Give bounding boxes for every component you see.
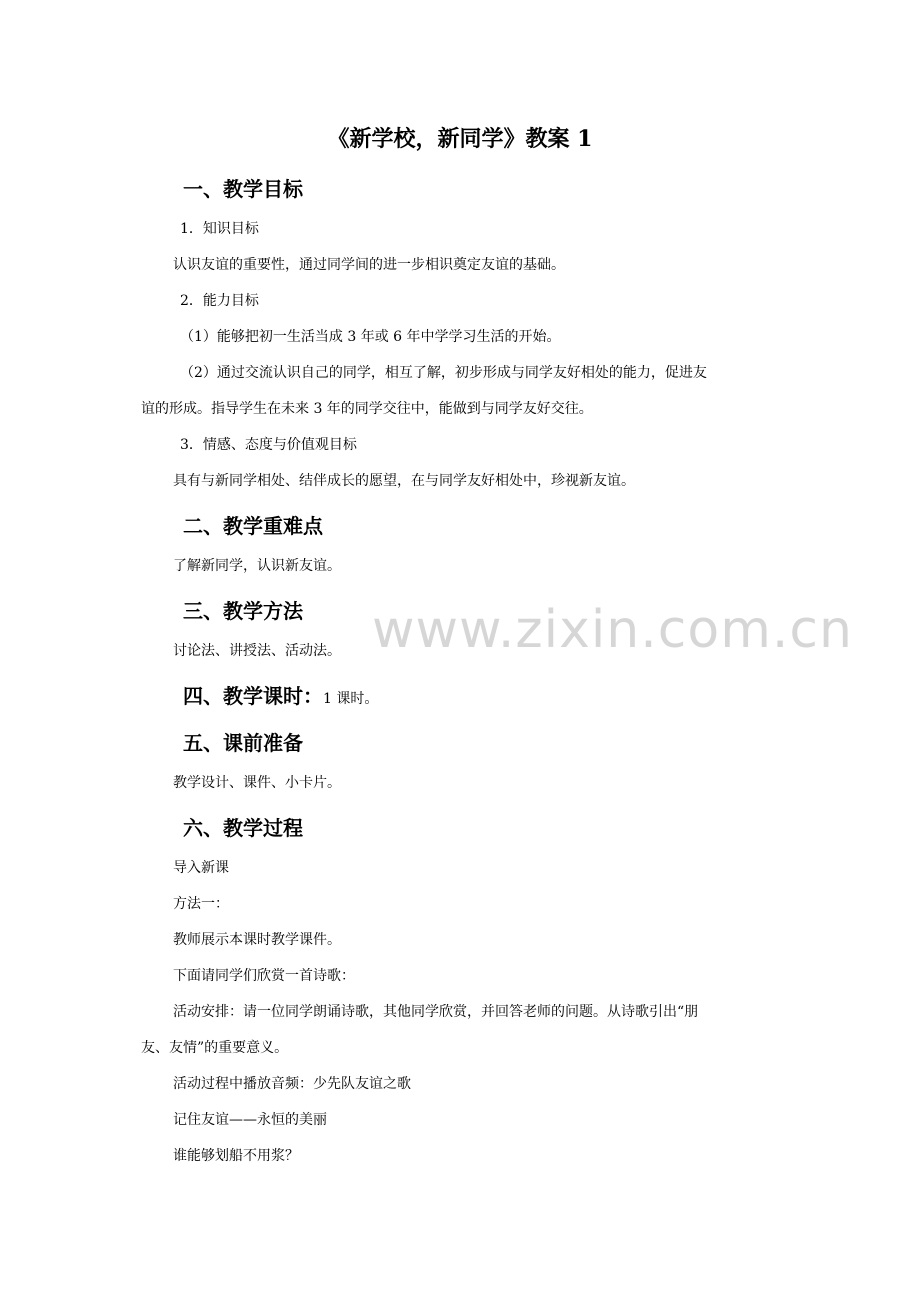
goal-2-paragraph-2-line-2: 谊的形成。指导学生在未来 3 年的同学交往中，能做到与同学友好交往。 <box>141 401 593 417</box>
process-line-8: 谁能够划船不用浆？ <box>173 1148 299 1164</box>
heading-preparation: 五、课前准备 <box>183 731 303 755</box>
teaching-methods-text: 讨论法、讲授法、活动法。 <box>173 643 341 659</box>
heading-teaching-goals: 一、教学目标 <box>183 177 303 201</box>
goal-3-label: 3．情感、态度与价值观目标 <box>180 437 357 453</box>
goal-1-label: 1．知识目标 <box>180 221 259 237</box>
goal-2-paragraph-1: （1）能够把初一生活当成 3 年或 6 年中学学习生活的开始。 <box>180 329 561 345</box>
process-line-2: 方法一： <box>173 896 229 912</box>
document-title: 《新学校，新同学》教案 1 <box>327 126 593 152</box>
class-hours-value: 1 课时。 <box>323 691 379 707</box>
process-line-5a: 活动安排：请一位同学朗诵诗歌，其他同学欣赏，并回答老师的问题。从诗歌引出“朋 <box>173 1004 699 1020</box>
class-hours-label: 四、教学课时： <box>183 684 323 708</box>
heading-key-points: 二、教学重难点 <box>183 514 323 538</box>
process-line-4: 下面请同学们欣赏一首诗歌： <box>173 968 355 984</box>
process-line-7: 记住友谊——永恒的美丽 <box>173 1112 327 1128</box>
goal-2-paragraph-2-line-1: （2）通过交流认识自己的同学，相互了解，初步形成与同学友好相处的能力，促进友 <box>180 365 707 381</box>
goal-3-text: 具有与新同学相处、结伴成长的愿望，在与同学友好相处中，珍视新友谊。 <box>173 473 635 489</box>
heading-teaching-process: 六、教学过程 <box>183 816 303 840</box>
goal-1-text: 认识友谊的重要性，通过同学间的进一步相识奠定友谊的基础。 <box>173 257 565 273</box>
heading-teaching-methods: 三、教学方法 <box>183 599 303 623</box>
process-line-5b: 友、友情”的重要意义。 <box>141 1040 289 1056</box>
heading-class-hours <box>183 680 378 709</box>
process-line-6: 活动过程中播放音频：少先队友谊之歌 <box>173 1076 411 1092</box>
key-points-text: 了解新同学，认识新友谊。 <box>173 558 341 574</box>
preparation-text: 教学设计、课件、小卡片。 <box>173 775 341 791</box>
goal-2-label: 2．能力目标 <box>180 293 259 309</box>
watermark: www.zixin.com.cn <box>372 600 853 660</box>
process-line-1: 导入新课 <box>173 860 229 876</box>
process-line-3: 教师展示本课时教学课件。 <box>173 932 341 948</box>
